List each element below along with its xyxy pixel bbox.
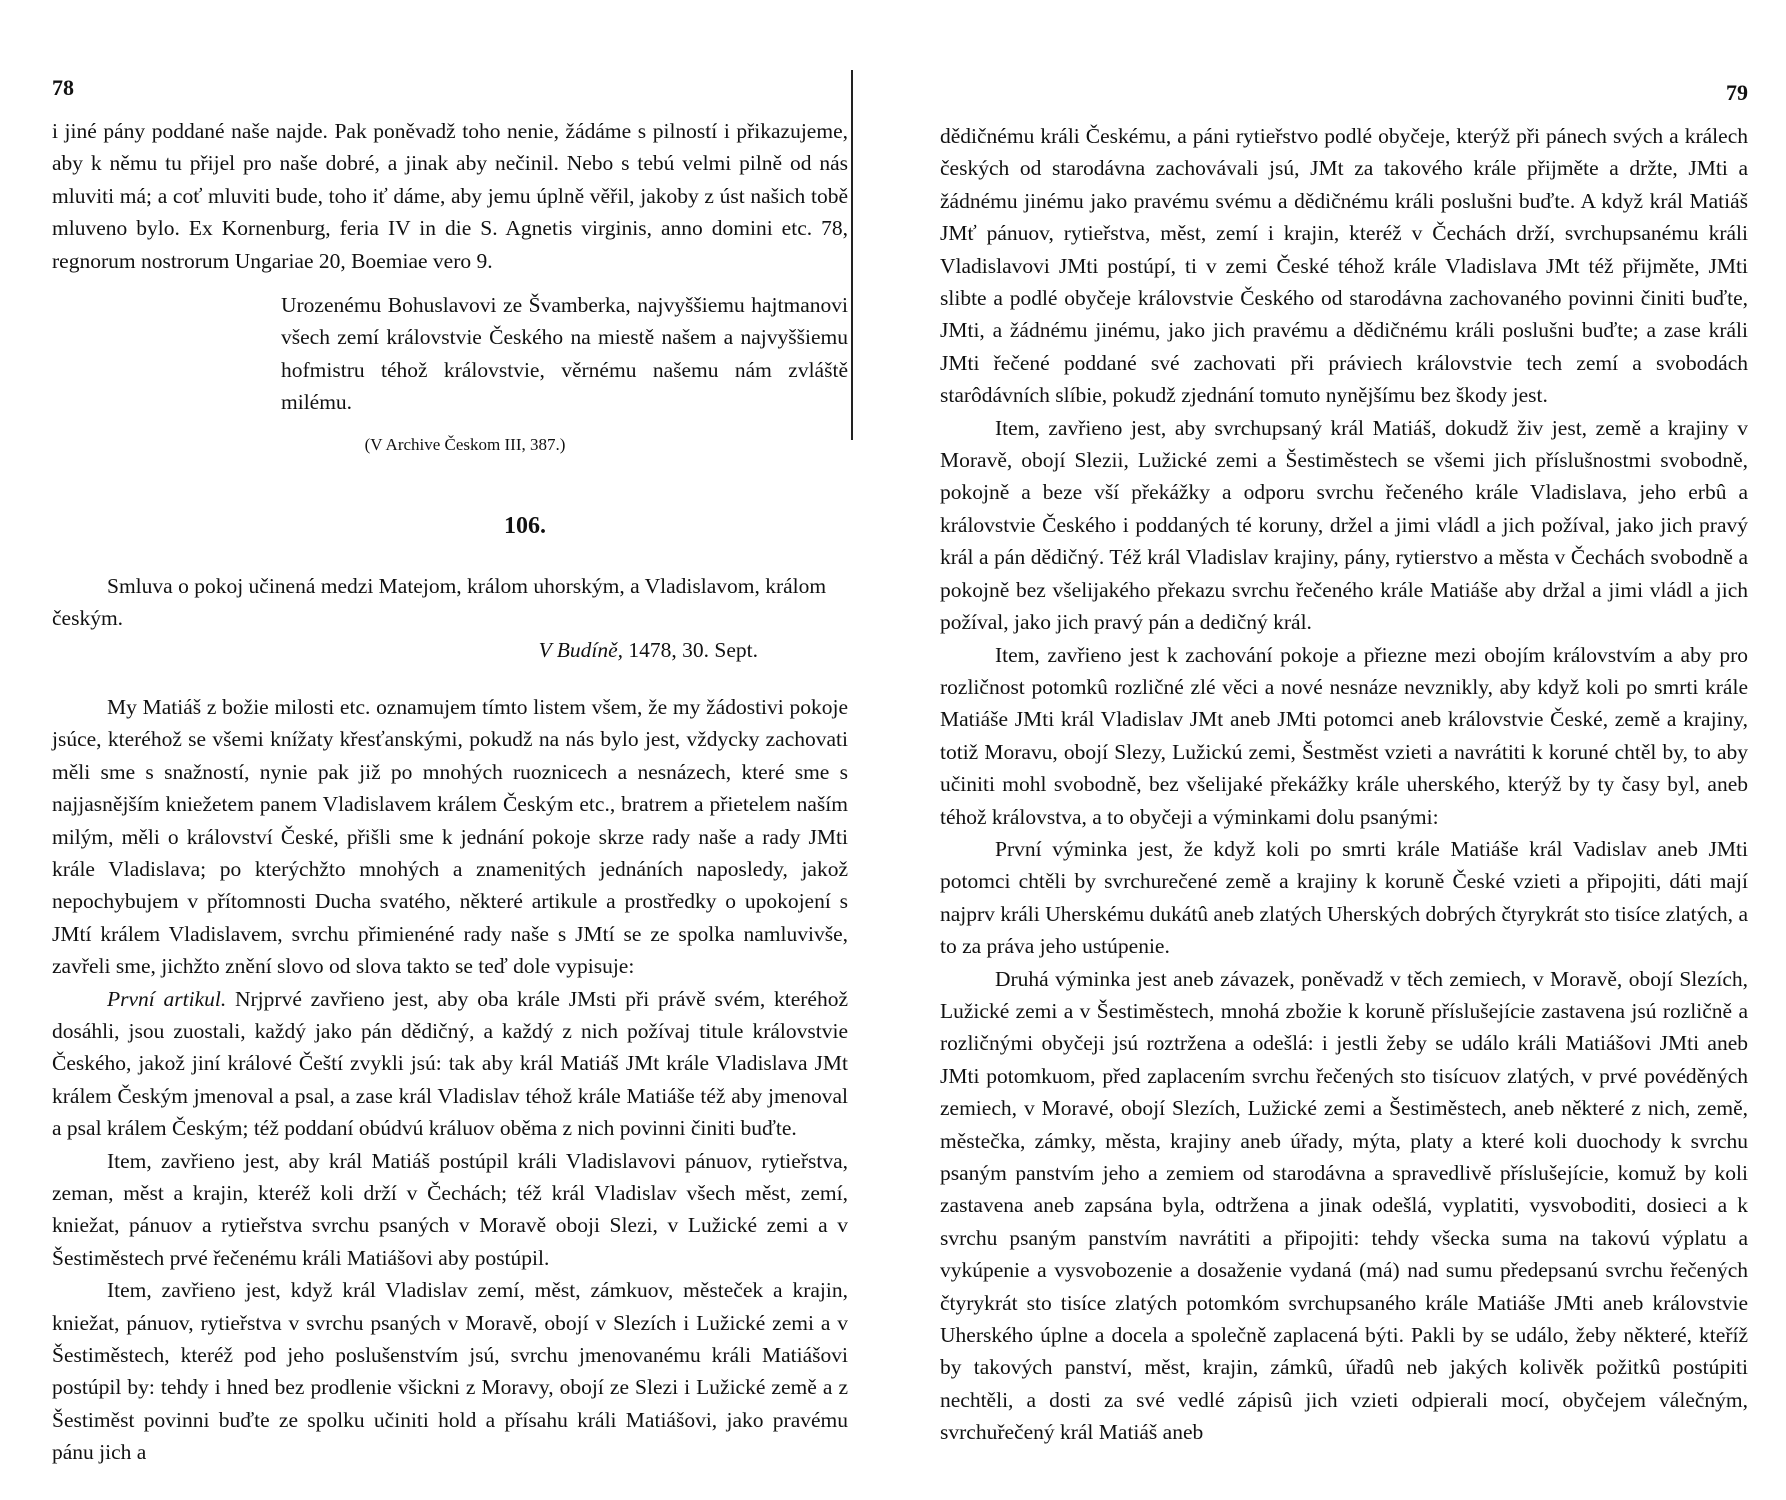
letter-addressee: Urozenému Bohuslavovi ze Švamberka, najvyššiemu hajtmanovi všech zemí královstvie Českého na miestě našem a najvyššiemu hofmistru téhož královstvie, věrnému našemu nám zvláště milému.	[281, 293, 848, 415]
paragraph-item-3: Item, zavřieno jest, aby svrchupsaný král Matiáš, dokudž živ jest, země a krajiny v Moravě, obojí Slezii, Lužické zemi a Šestiměstech se všemi jich příslušnostmi svobodně, pokojně a beze vší překážky a odporu svrchu řečeného krále Vladislava, jeho erbû a královstvie Českého i poddaných té koruny, držel a jimi vládl a jich požíval, jako jich pravý král a pán dědičný. Též král Vladislav krajiny, pány, rytierstvo a města v Čechách svobodně a pokojně bez všelijakého překazu svrchu řečeného krále Matiáše aby držal a jimi vládl a jich požíval, jako jich pravý pán a dedičný král.	[940, 415, 1748, 635]
left-page	[0, 0, 860, 1500]
paragraph-item-4: Item, zavřieno jest k zachování pokoje a přiezne mezi obojím královstvím a aby pro rozličnost potomkû rozličné zlé věci a nové nesnáze nevznikly, aby když koli po smrti krále Matiáše JMti král Vladislav JMt aneb JMti potomci aneb královstvie České, země a krajiny, totiž Moravu, obojí Slezy, Lužickú zemi, Šestměst vzieti a navrátiti k koruné chtěl by, to aby učiniti mohl svobodně, bez všelijaké překážky krále uherského, kterýž by ty časy byl, aneb téhož královstva, a to obyčeji a výminkami dolu psanými:	[940, 642, 1748, 829]
paragraph-preamble: My Matiáš z božie milosti etc. oznamujem tímto listem všem, že my žádostivi pokoje jsúce, kteréhož se všemi knížaty křesťanskými, pokudž na nás bylo jest, vždycky zachovati měli sme s snažností, nynie pak již po mnohých ruoznicech a nesnázech, které sme s najjasnějším kniežetem panem Vladislavem králem Českým etc., bratrem a přietelem naším milým, měli o království České, přišli sme k jednání pokoje skrze rady naše a rady JMti krále Vladislava; po kterýchžto mnohých a znamenitých jednáních naposledy, jakož nepochybujem v přítomnosti Ducha svatého, některé artikule a prostředky o upokojení s JMtí králem Vladislavem, svrchu přimienéné rady naše s JMtí se ze spolka namluvivše, zavřeli sme, jichžto znění slovo od slova takto se teď dole vypisuje:	[52, 694, 848, 979]
paragraph-item-1: Item, zavřieno jest, aby král Matiáš postúpil králi Vladislavovi pánuov, rytieřstva, zeman, měst a krajin, kteréž koli drží v Čechách; též král Vladislav všech měst, zemí, kniežat, pánuov a rytieřstva svrchu psaných v Moravě oboji Slezi, v Lužické zemi a v Šestiměstech prvé řečenému králi Matiášovi aby postúpil.	[52, 1148, 848, 1270]
page-gutter-line	[851, 70, 853, 440]
date: 1478, 30. Sept.	[623, 638, 758, 663]
document-number: 106.	[504, 512, 546, 539]
article-text: Nrjprvé zavřieno jest, aby oba krále JMsti při právě svém, kteréhož dosáhli, jsou zuostali, každý jako pán dědičný, a každý z nich požívaj titule královstvie Českého, jakož jiní králové Čeští zvykli jsú: tak aby král Matiáš JMt krále Vladislava JMt králem Českým jmenoval a psal, a zase král Vladislav téhož krále Matiáše též aby jmenoval a psal králem Českým; též poddaní obúdvú králuov oběma z nich povinni činiti buďte.	[52, 986, 848, 1141]
paragraph-continuation: dědičnému králi Českému, a páni rytieřstvo podlé obyčeje, kterýž při pánech svých a králech českých od starodávna zachovávali jsú, JMt za takového krále přijměte a držte, JMti a žádnému jinému jako pravému svému a dědičnému králi poslušni buďte. A když král Matiáš JMť pánuov, rytieřstva, měst, zemí i krajin, kteréž v Čechách drží, svrchupsanému králi Vladislavovi JMti postúpí, ti v zemi České téhož krále Vladislava JMt též přijměte, JMti slibte a podlé obyčeje královstvie Českého od starodávna zachovaného povinni činiti buďte, JMti, a žádnému jinému, jako jich pravému a dědičnému králi poslušni buďte; a zase králi JMti řečené poddané své zachovati při práviech královstvie tech zemí a svobodách starôdávních slíbie, pokudž zjednání tomuto nynějšímu bez škody jest.	[940, 124, 1748, 408]
place-name: V Budíně,	[538, 638, 624, 663]
paragraph-first-article	[52, 983, 848, 1145]
paragraph-first-condition: První výminka jest, že když koli po smrti krále Matiáše král Vadislav aneb JMti potomci chtěli by svrchurečené země a krajiny k koruně České vzieti a připojiti, dáti mají najprv králi Uherskému dukátû aneb zlatých Uherských dobrých čtyrykrát sto tisíce zlatých, a to za práva jeho ustúpenie.	[940, 836, 1748, 959]
document-heading: Smluva o pokoj učinená medzi Matejom, králom uhorským, a Vladislavom, králom českým.	[52, 573, 827, 631]
letter-continuation: i jiné pány poddané naše najde. Pak poněvadž toho nenie, žádáme s pilností i přikazujeme, aby k němu tu přijel pro naše dobré, a jinak aby nečinil. Nebo s tebú velmi pilně od nás mluviti má; a coť mluviti bude, toho iť dáme, aby jemu úplně věřil, jakoby z úst našich tobě mluveno bylo. Ex Kornenburg, feria IV in die S. Agnetis virginis, anno domini etc. 78, regnorum nostrorum Ungariae 20, Boemiae vero 9.	[52, 119, 848, 273]
article-label: První artikul.	[107, 986, 227, 1011]
right-page	[940, 0, 1770, 1500]
paragraph-item-2: Item, zavřieno jest, když král Vladislav zemí, měst, zámkuov, městeček a krajin, kniežat, pánuov, rytieřstva v svrchu psaných v Moravě, obojí v Slezích i Lužické zemi a v Šestiměstech, kteréž pod jeho poslušenstvím jsú, svrchu jmenovanému králi Matiášovi postúpil by: tehdy i hned bez prodlenie všickni z Moravy, obojí ze Slezi i Lužické země a z Šestiměst povinni buďte ze spolku učiniti hold a přísahu králi Matiášovi, jako pravému pánu jich a	[52, 1278, 848, 1465]
place-date	[52, 634, 758, 666]
source-citation: (V Archive Českom III, 387.)	[364, 434, 566, 454]
page-number-left: 78	[52, 75, 74, 100]
page-number-right: 79	[1726, 80, 1748, 105]
paragraph-second-condition: Druhá výminka jest aneb závazek, poněvadž v těch zemiech, v Moravě, obojí Slezích, Lužické zemi a v Šestiměstech, mnohá zbožie k koruně příslušejície zastavena jsú rozličně a rozličnými obyčeji jsú roztržena a odešlá: i jestli žeby se událo králi Matiášovi JMti aneb JMti potomkuom, před zaplacením svrchu řečených sto tisícuov zlatých, v prvé povéděných zemiech, v Moravé, obojí Slezích, Lužické zemi a Šestiměstech, aneb některé z nich, země, městečka, zámky, města, krajiny aneb úřady, mýta, platy a které koli duochody k svrchu psaným panstvím jeho a zemiem od starodávna a spravedlivě příslušejície, komuž by koli zastavena aneb zapsána byla, odtržena a jinak odešlá, vyplatiti, vysvoboditi, dosieci a k svrchu psaným panstvím navrátiti a připojiti: tehdy všecka suma na takovú výplatu a vykúpenie a vysvobozenie a dosaženie vydaná (má) nad sumu předepsanú svrchu řečených čtyrykrát sto tisíce zlatých potomkóm svrchupsaného krále Matiáše JMti aneb královstvie Uherského úplne a docela a společně zaplacená býti. Pakli by se událo, žeby některé, kteříž by takových panství, měst, krajin, zámkû, úřadû neb jakých kolivěk požitkû postúpiti nechtěli, a dosti za své vedlé zápisû jich vzieti odpierali mocí, obyčejem válečným, svrchuřečený král Matiáš aneb	[940, 966, 1748, 1445]
